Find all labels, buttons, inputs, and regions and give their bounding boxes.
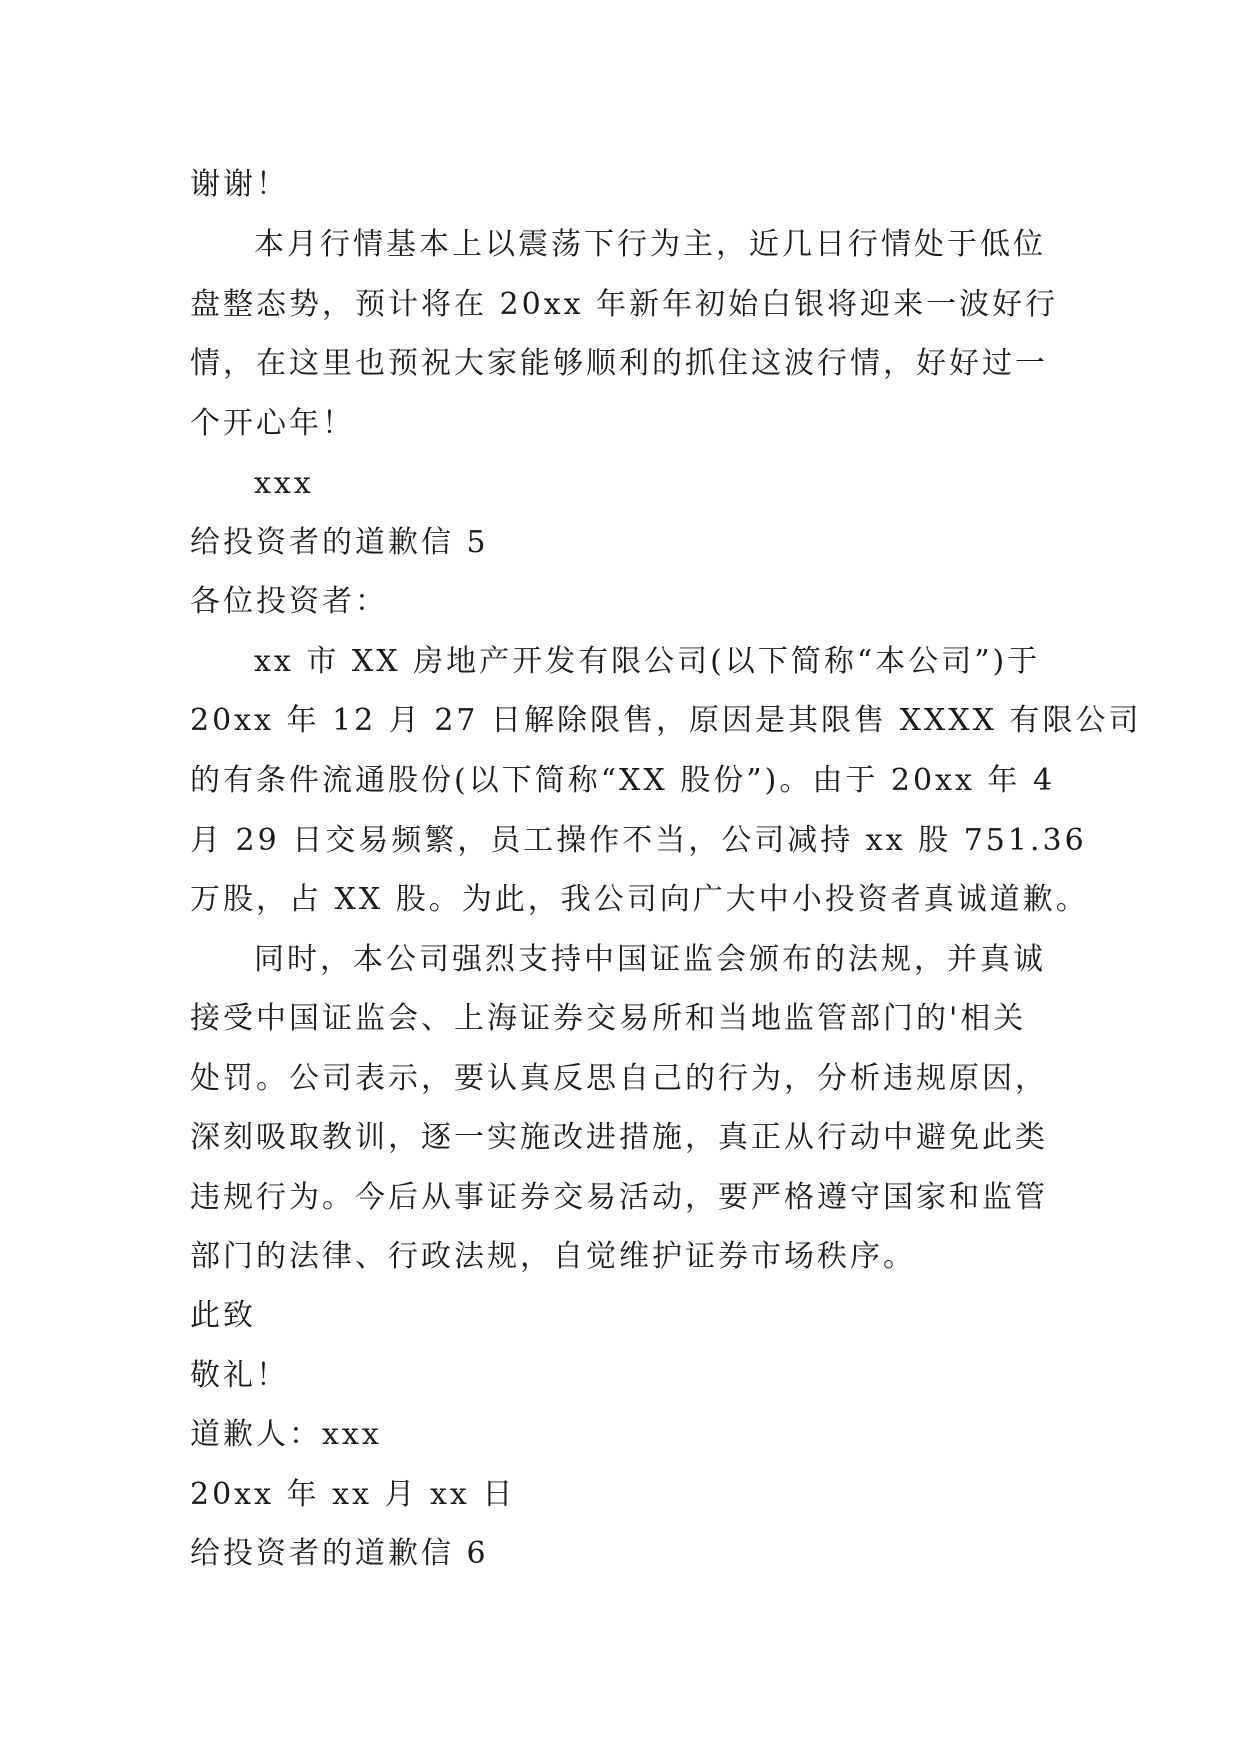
paragraph-line: 接受中国证监会、上海证券交易所和当地监管部门的'相关 bbox=[190, 1001, 1027, 1036]
paragraph-line: 同时，本公司强烈支持中国证监会颁布的法规，并真诚 bbox=[254, 942, 1046, 977]
letter-heading: 给投资者的道歉信 5 bbox=[190, 525, 489, 560]
paragraph-line: 深刻吸取教训，逐一实施改进措施，真正从行动中避免此类 bbox=[190, 1120, 1048, 1155]
paragraph-line: 个开心年！ bbox=[190, 406, 355, 441]
signatory: 道歉人：xxx bbox=[190, 1417, 382, 1452]
paragraph-line: 本月行情基本上以震荡下行为主，近几日行情处于低位 bbox=[254, 227, 1046, 262]
paragraph-line: 违规行为。今后从事证券交易活动，要严格遵守国家和监管 bbox=[190, 1180, 1048, 1215]
paragraph-line: 情，在这里也预祝大家能够顺利的抓住这波行情，好好过一 bbox=[190, 346, 1048, 381]
signature-name: xxx bbox=[254, 466, 314, 501]
salutation: 各位投资者： bbox=[190, 584, 388, 619]
closing-thanks: 谢谢！ bbox=[190, 167, 289, 202]
closing-phrase: 此致 bbox=[190, 1298, 256, 1333]
paragraph-line: 万股，占 XX 股。为此，我公司向广大中小投资者真诚道歉。 bbox=[190, 882, 1089, 917]
paragraph-line: 盘整态势，预计将在 20xx 年新年初始白银将迎来一波好行 bbox=[190, 287, 1059, 322]
paragraph-line: 部门的法律、行政法规，自觉维护证券市场秩序。 bbox=[190, 1239, 916, 1274]
paragraph-line: 月 29 日交易频繁，员工操作不当，公司减持 xx 股 751.36 bbox=[190, 823, 1087, 858]
paragraph-line: 处罚。公司表示，要认真反思自己的行为，分析违规原因， bbox=[190, 1061, 1048, 1096]
letter-date: 20xx 年 xx 月 xx 日 bbox=[190, 1477, 516, 1512]
paragraph-line: 的有条件流通股份(以下简称“XX 股份”)。由于 20xx 年 4 bbox=[190, 763, 1056, 798]
paragraph-line: xx 市 XX 房地产开发有限公司(以下简称“本公司”)于 bbox=[254, 644, 1041, 679]
letter-heading: 给投资者的道歉信 6 bbox=[190, 1536, 489, 1571]
closing-regards: 敬礼！ bbox=[190, 1358, 289, 1393]
paragraph-line: 20xx 年 12 月 27 日解除限售，原因是其限售 XXXX 有限公司 bbox=[190, 703, 1142, 738]
